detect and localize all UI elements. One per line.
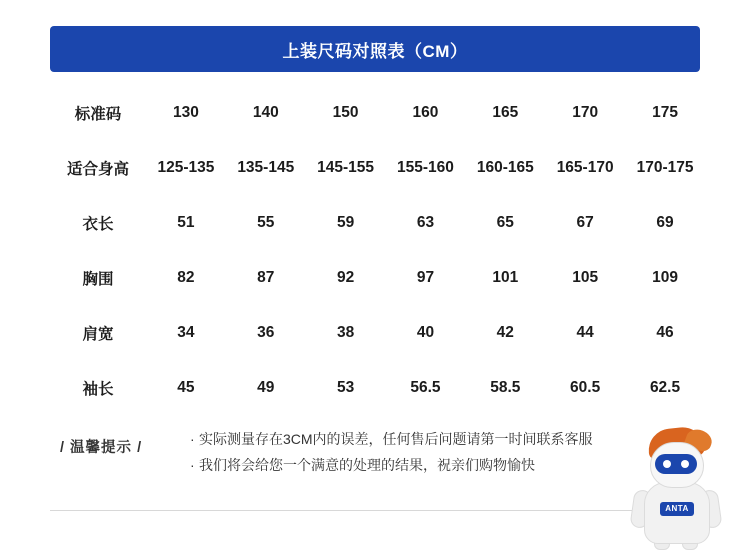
- table-cell: 155-160: [397, 158, 454, 176]
- table-cell: 38: [336, 323, 355, 341]
- table-row: [50, 85, 705, 140]
- table-cell: 109: [652, 268, 678, 286]
- table-cell: 101: [492, 268, 519, 286]
- mascot-visor: [655, 454, 697, 474]
- table-cell: 130: [172, 103, 199, 121]
- brand-logo: ANTA: [660, 502, 694, 516]
- tip-line-text: 实际测量存在3CM内的误差，任何售后问题请第一时间联系客服: [199, 431, 593, 447]
- table-cell: 160-165: [476, 158, 534, 176]
- row-label: 标准码: [74, 105, 122, 123]
- mascot-right-eye: [681, 460, 689, 468]
- brand-mascot: [626, 428, 722, 548]
- table-cell: 87: [257, 268, 275, 286]
- table-cell: 170-175: [636, 158, 694, 176]
- tip-lines: [190, 426, 700, 478]
- table-cell: 56.5: [410, 378, 441, 396]
- table-cell: 160: [412, 103, 439, 121]
- table-cell: 67: [576, 213, 594, 231]
- table-cell: 69: [656, 213, 674, 231]
- table-cell: 140: [252, 103, 279, 121]
- table-cell: 60.5: [570, 378, 601, 396]
- table-cell: 150: [332, 103, 359, 121]
- tip-line: [190, 452, 700, 478]
- table-row: [50, 360, 705, 415]
- table-cell: 92: [336, 268, 355, 286]
- table-cell: 165-170: [556, 158, 614, 176]
- table-cell: 175: [652, 103, 678, 121]
- table-row: [50, 140, 705, 195]
- table-cell: 62.5: [649, 378, 681, 396]
- table-cell: 145-155: [317, 158, 375, 176]
- tip-label: / 温馨提示 /: [60, 440, 143, 456]
- size-chart-table: [50, 85, 705, 415]
- table-cell: 58.5: [490, 378, 521, 396]
- chart-title-bar: [50, 26, 700, 72]
- row-label: 袖长: [82, 380, 114, 398]
- table-cell: 40: [416, 323, 435, 341]
- table-cell: 82: [177, 268, 195, 286]
- table-cell: 34: [177, 323, 195, 341]
- row-label: 衣长: [82, 215, 114, 233]
- table-cell: 51: [177, 213, 195, 231]
- table-cell: 125-135: [157, 158, 215, 176]
- table-cell: 65: [496, 213, 514, 231]
- table-cell: 105: [572, 268, 599, 286]
- table-row: [50, 250, 705, 305]
- table-cell: 44: [576, 323, 594, 341]
- table-cell: 165: [492, 103, 519, 121]
- table-cell: 53: [336, 378, 355, 396]
- table-cell: 135-145: [237, 158, 295, 176]
- table-row: [50, 195, 705, 250]
- bullet-dot-icon: ·: [190, 457, 195, 473]
- table-cell: 45: [177, 378, 195, 396]
- row-label: 肩宽: [82, 325, 114, 343]
- tip-line: [190, 426, 700, 452]
- table-row: [50, 305, 705, 360]
- table-cell: 55: [257, 213, 275, 231]
- row-label: 适合身高: [66, 160, 129, 178]
- table-cell: 63: [416, 213, 435, 231]
- table-cell: 97: [416, 268, 435, 286]
- tip-line-text: 我们将会给您一个满意的处理的结果，祝亲们购物愉快: [199, 457, 535, 473]
- table-cell: 42: [496, 323, 514, 341]
- table-cell: 36: [257, 323, 275, 341]
- bottom-divider: [50, 510, 700, 511]
- table-cell: 49: [257, 378, 275, 396]
- bullet-dot-icon: ·: [190, 431, 195, 447]
- mascot-left-eye: [663, 460, 671, 468]
- footnote-area: [50, 418, 700, 480]
- page-title: 上装尺码对照表（CM）: [282, 41, 468, 61]
- table-cell: 59: [336, 213, 355, 231]
- row-label: 胸围: [82, 270, 114, 288]
- table-cell: 46: [656, 323, 674, 341]
- table-cell: 170: [572, 103, 599, 121]
